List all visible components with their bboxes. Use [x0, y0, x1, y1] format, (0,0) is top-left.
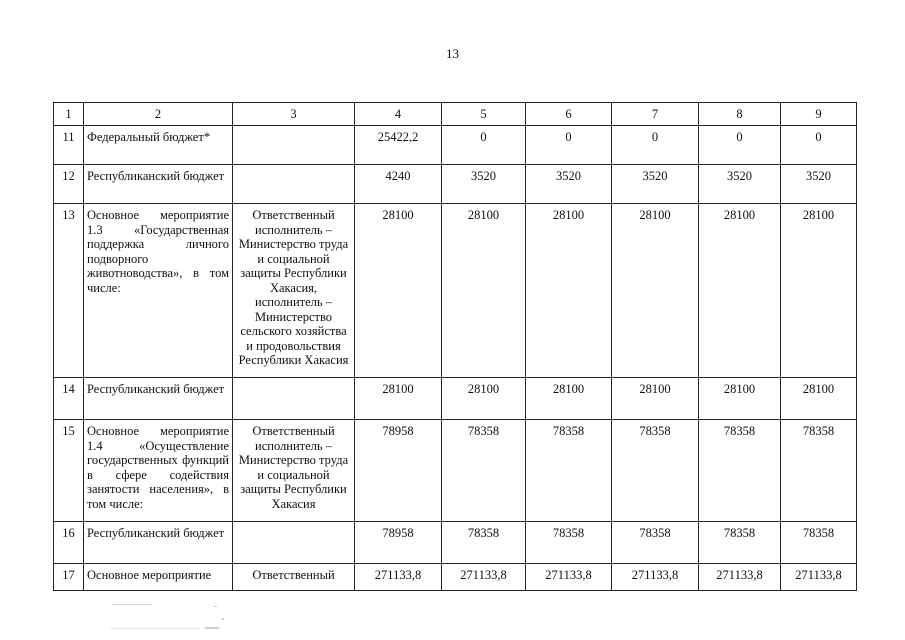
- row-executor: Ответственный исполнитель – Министерство труда и социальной защиты Республики Хакасия, исполнитель – Министерство сельского хозяйства и продовольствия Республики Хакасия: [233, 204, 355, 378]
- page-number: 13: [446, 46, 459, 61]
- row-value: 3520: [699, 165, 781, 204]
- column-header: 3: [233, 103, 355, 126]
- row-name: Федеральный бюджет*: [84, 126, 233, 165]
- row-value: 78958: [355, 420, 442, 522]
- scan-speck: [110, 628, 200, 629]
- header-row: [54, 103, 857, 126]
- row-executor: [233, 378, 355, 420]
- row-number: 16: [54, 522, 84, 564]
- table-row: [54, 564, 857, 591]
- row-value: 3520: [526, 165, 612, 204]
- row-value: 0: [699, 126, 781, 165]
- row-value: 271133,8: [612, 564, 699, 591]
- row-value: 28100: [526, 378, 612, 420]
- budget-table: [53, 102, 857, 591]
- row-value: 3520: [612, 165, 699, 204]
- row-executor: [233, 126, 355, 165]
- column-header: 1: [54, 103, 84, 126]
- row-value: 0: [781, 126, 857, 165]
- row-value: 28100: [526, 204, 612, 378]
- row-value: 78358: [781, 522, 857, 564]
- table-row: [54, 522, 857, 564]
- row-executor: [233, 165, 355, 204]
- row-value: 78358: [699, 420, 781, 522]
- row-value: 78358: [442, 522, 526, 564]
- row-name: Основное мероприятие: [84, 564, 233, 591]
- row-name: Республиканский бюджет: [84, 378, 233, 420]
- column-header: 2: [84, 103, 233, 126]
- row-value: 78358: [526, 522, 612, 564]
- row-number: 17: [54, 564, 84, 591]
- column-header: 5: [442, 103, 526, 126]
- row-number: 14: [54, 378, 84, 420]
- column-header: 6: [526, 103, 612, 126]
- row-value: 78358: [612, 420, 699, 522]
- row-value: 0: [442, 126, 526, 165]
- row-name: Республиканский бюджет: [84, 522, 233, 564]
- row-value: 4240: [355, 165, 442, 204]
- row-value: 271133,8: [699, 564, 781, 591]
- row-value: 78358: [612, 522, 699, 564]
- row-value: 78958: [355, 522, 442, 564]
- row-number: 13: [54, 204, 84, 378]
- column-header: 9: [781, 103, 857, 126]
- row-executor: [233, 522, 355, 564]
- row-value: 28100: [612, 204, 699, 378]
- row-value: 78358: [781, 420, 857, 522]
- row-value: 28100: [781, 204, 857, 378]
- row-value: 28100: [442, 378, 526, 420]
- scan-speck: [205, 627, 219, 629]
- row-name: Основное мероприятие 1.4 «Осуществление государственных функций в сфере содействия занятости населения», в том числе:: [84, 420, 233, 522]
- row-number: 11: [54, 126, 84, 165]
- row-value: 3520: [781, 165, 857, 204]
- row-number: 12: [54, 165, 84, 204]
- table-row: [54, 378, 857, 420]
- row-value: 78358: [526, 420, 612, 522]
- scan-speck: [112, 604, 152, 605]
- scan-speck: [214, 606, 217, 607]
- row-value: 271133,8: [355, 564, 442, 591]
- table-row: [54, 420, 857, 522]
- row-value: 3520: [442, 165, 526, 204]
- row-value: 0: [612, 126, 699, 165]
- table-row: [54, 204, 857, 378]
- row-executor: Ответственный исполнитель – Министерство труда и социальной защиты Республики Хакасия: [233, 420, 355, 522]
- row-name: Основное мероприятие 1.3 «Государственная поддержка личного подворного животноводства», в том числе:: [84, 204, 233, 378]
- row-name: Республиканский бюджет: [84, 165, 233, 204]
- row-value: 28100: [699, 378, 781, 420]
- row-value: 28100: [355, 204, 442, 378]
- table-row: [54, 126, 857, 165]
- row-value: 271133,8: [526, 564, 612, 591]
- row-value: 28100: [781, 378, 857, 420]
- row-value: 78358: [699, 522, 781, 564]
- table-row: [54, 165, 857, 204]
- row-value: 28100: [442, 204, 526, 378]
- column-header: 8: [699, 103, 781, 126]
- row-value: 271133,8: [781, 564, 857, 591]
- row-value: 78358: [442, 420, 526, 522]
- row-value: 271133,8: [442, 564, 526, 591]
- row-executor: Ответственный: [233, 564, 355, 591]
- scan-speck: [222, 618, 224, 620]
- column-header: 7: [612, 103, 699, 126]
- row-value: 28100: [699, 204, 781, 378]
- row-value: 0: [526, 126, 612, 165]
- row-value: 28100: [612, 378, 699, 420]
- row-value: 28100: [355, 378, 442, 420]
- row-number: 15: [54, 420, 84, 522]
- column-header: 4: [355, 103, 442, 126]
- row-value: 25422,2: [355, 126, 442, 165]
